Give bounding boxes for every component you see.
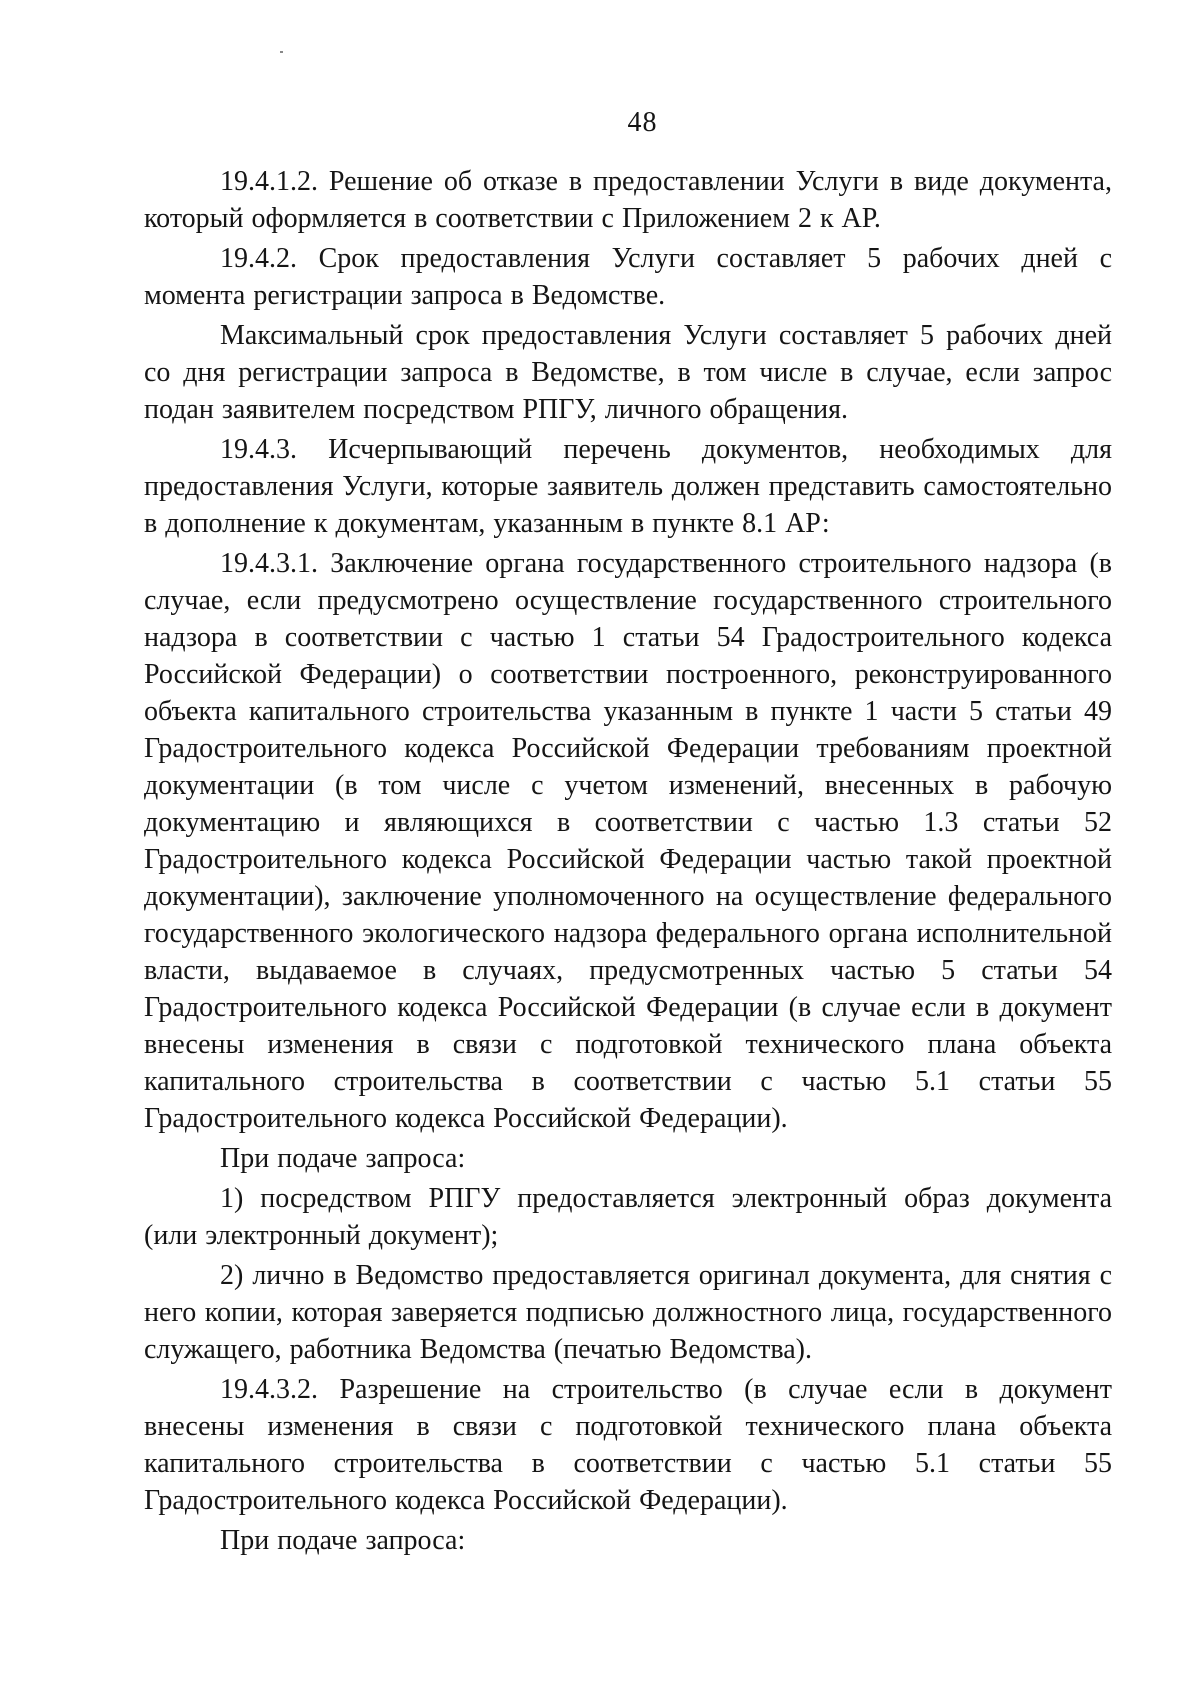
paragraph-19-4-1-2: 19.4.1.2. Решение об отказе в предоставлении Услуги в виде документа, который оформляется в соответствии с Приложением 2 к АР. bbox=[144, 166, 1112, 234]
paragraph-max-term: Максимальный срок предоставления Услуги составляет 5 рабочих дней со дня регистрации запроса в Ведомстве, в том числе в случае, если запрос подан заявителем посредством РПГУ, личного обращения. bbox=[144, 320, 1112, 425]
paragraph-19-4-2: 19.4.2. Срок предоставления Услуги составляет 5 рабочих дней с момента регистрации запроса в Ведомстве. bbox=[144, 243, 1112, 311]
document-body bbox=[144, 163, 1112, 1559]
paragraph-submission-item-1: 1) посредством РПГУ предоставляется электронный образ документа (или электронный документ); bbox=[144, 1183, 1112, 1251]
paragraph-submission-item-2: 2) лично в Ведомство предоставляется оригинал документа, для снятия с него копии, которая заверяется подписью должностного лица, государственного служащего, работника Ведомства (печатью Ведомства). bbox=[144, 1260, 1112, 1365]
page-number: 48 bbox=[627, 107, 658, 138]
paragraph-submission-heading-2: При подаче запроса: bbox=[220, 1525, 466, 1556]
paragraph-19-4-3: 19.4.3. Исчерпывающий перечень документов, необходимых для предоставления Услуги, которые заявитель должен представить самостоятельно в дополнение к документам, указанным в пункте 8.1 АР: bbox=[144, 434, 1112, 539]
paragraph-submission-heading: При подаче запроса: bbox=[220, 1143, 466, 1174]
paragraph-19-4-3-2: 19.4.3.2. Разрешение на строительство (в случае если в документ внесены изменения в связи с подготовкой технического плана объекта капитального строительства в соответствии с частью 5.1 статьи 55 Градостроительного кодекса Российской Федерации). bbox=[144, 1374, 1112, 1516]
paragraph-19-4-3-1: 19.4.3.1. Заключение органа государственного строительного надзора (в случае, если предусмотрено осуществление государственного строительного надзора в соответствии с частью 1 статьи 54 Градостроительного кодекса Российской Федерации) о соответствии построенного, реконструированного объекта капитального строительства указанным в пункте 1 части 5 статьи 49 Градостроительного кодекса Российской Федерации требованиям проектной документации (в том числе с учетом изменений, внесенных в рабочую документацию и являющихся в соответствии с частью 1.3 статьи 52 Градостроительного кодекса Российской Федерации частью такой проектной документации), заключение уполномоченного на осуществление федерального государственного экологического надзора федерального органа исполнительной власти, выдаваемое в случаях, предусмотренных частью 5 статьи 54 Градостроительного кодекса Российской Федерации (в случае если в документ внесены изменения в связи с подготовкой технического плана объекта капитального строительства в соответствии с частью 5.1 статьи 55 Градостроительного кодекса Российской Федерации). bbox=[144, 548, 1112, 1134]
scan-speck bbox=[280, 51, 283, 53]
